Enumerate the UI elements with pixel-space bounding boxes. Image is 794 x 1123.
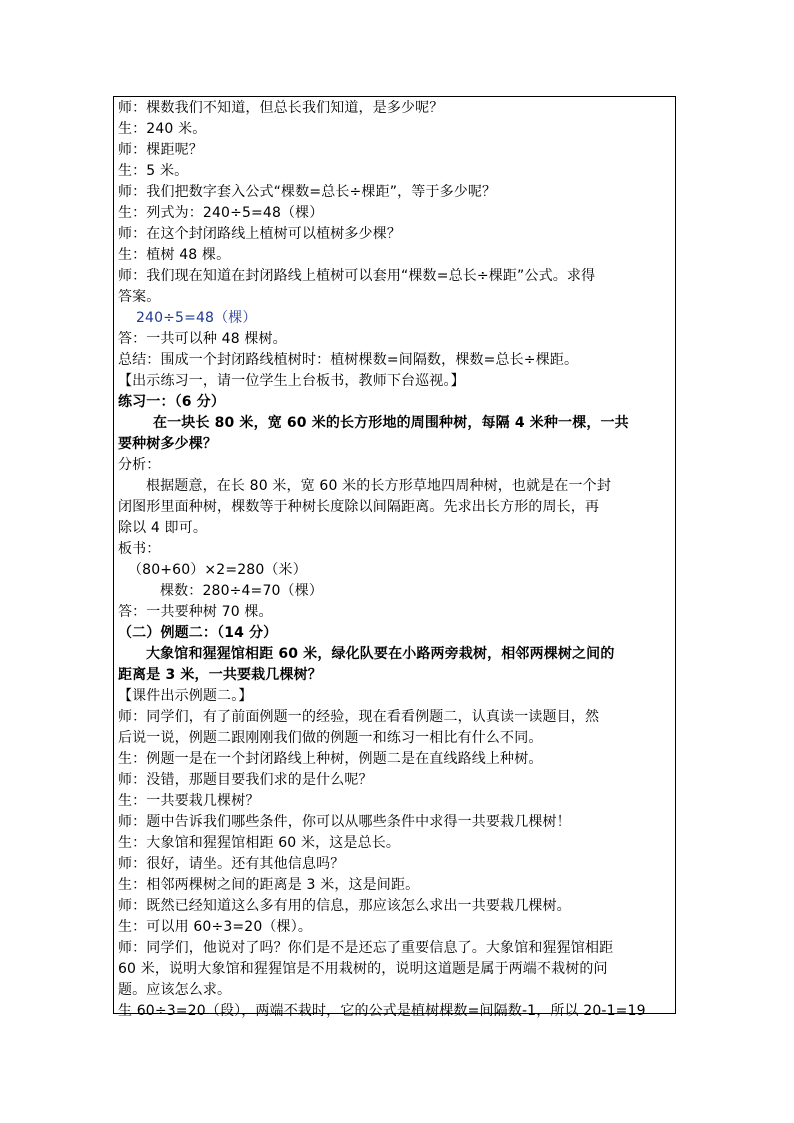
text-line: 师：题中告诉我们哪些条件，你可以从哪些条件中求得一共要栽几棵树！: [118, 814, 571, 830]
analysis-line: 闭图形里面种树，棵数等于种树长度除以间隔距离。先求出长方形的周长，再: [118, 499, 600, 515]
text-line: 师：很好，请坐。还有其他信息吗？: [118, 856, 345, 872]
text-line: 生：植树 48 棵。: [118, 247, 231, 263]
text-line: 生：相邻两棵树之间的距离是 3 米，这是间距。: [118, 877, 420, 893]
text-line: 生：列式为：240÷5=48（棵）: [118, 205, 324, 221]
text-line: 生：可以用 60÷3=20（棵）。: [118, 919, 312, 935]
text-line: 师：在这个封闭路线上植树可以植树多少棵？: [118, 226, 401, 242]
exercise-problem-line: 要种树多少棵？: [118, 436, 218, 452]
example-problem-line: 距离是 3 米，一共要栽几棵树？: [118, 667, 322, 683]
text-line: 生 60÷3=20（段），两端不栽时，它的公式是植树棵数=间隔数-1，所以 20-1=19: [118, 1003, 646, 1019]
answer-line: 答：一共可以种 48 棵树。: [118, 331, 287, 347]
text-line: 生：例题一是在一个封闭路线上种树，例题二是在直线路线上种树。: [118, 751, 543, 767]
text-line: 生：大象馆和猩猩馆相距 60 米，这是总长。: [118, 835, 401, 851]
instruction-line: 【课件出示例题二。】: [118, 688, 253, 704]
text-line: 师：同学们，他说对了吗？你们是不是还忘了重要信息了。大象馆和猩猩馆相距: [118, 940, 614, 956]
text-line: 后说一说，例题二跟刚刚我们做的例题一和练习一相比有什么不同。: [118, 730, 543, 746]
text-line: 师：我们现在知道在封闭路线上植树可以套用“棵数=总长÷棵距”公式。求得: [118, 268, 596, 284]
text-line: 题。应该怎么求。: [118, 982, 232, 998]
text-line: 生：一共要栽几棵树？: [118, 793, 260, 809]
text-line: 师：既然已经知道这么多有用的信息，那应该怎么求出一共要栽几棵树。: [118, 898, 571, 914]
text-line: 师：棵距呢？: [118, 142, 203, 158]
summary-line: 总结：围成一个封闭路线植树时：植树棵数=间隔数，棵数=总长÷棵距。: [118, 352, 579, 368]
board-label: 板书：: [118, 541, 161, 557]
section-heading: （二）例题二：（14 分）: [118, 625, 278, 641]
analysis-label: 分析：: [118, 457, 161, 473]
text-line: 生：240 米。: [118, 121, 207, 137]
answer-line: 答：一共要种树 70 棵。: [118, 604, 273, 620]
exercise-heading: 练习一：（6 分）: [118, 394, 225, 410]
instruction-line: 【出示练习一，请一位学生上台板书，教师下台巡视。】: [118, 373, 465, 389]
text-line: 师：没错，那题目要我们求的是什么呢？: [118, 772, 373, 788]
text-line: 生：5 米。: [118, 163, 189, 179]
text-line: 60 米，说明大象馆和猩猩馆是不用栽树的，说明这道题是属于两端不栽树的问: [118, 961, 608, 977]
formula-line: 240÷5=48（棵）: [136, 310, 257, 326]
text-line: 师：棵数我们不知道，但总长我们知道，是多少呢？: [118, 100, 444, 116]
text-line: 师：我们把数字套入公式“棵数=总长÷棵距”，等于多少呢？: [118, 184, 497, 200]
board-formula: （80+60）×2=280（米）: [128, 562, 307, 578]
text-line: 师：同学们，有了前面例题一的经验，现在看看例题二，认真读一读题目，然: [118, 709, 600, 725]
text-line: 答案。: [118, 289, 161, 305]
exercise-problem-line: 在一块长 80 米，宽 60 米的长方形地的周围种树，每隔 4 米种一棵，一共: [153, 415, 629, 431]
board-formula: 棵数：280÷4=70（棵）: [160, 583, 324, 599]
example-problem-line: 大象馆和猩猩馆相距 60 米，绿化队要在小路两旁栽树，相邻两棵树之间的: [146, 646, 615, 662]
analysis-line: 除以 4 即可。: [118, 520, 208, 536]
analysis-line: 根据题意，在长 80 米，宽 60 米的长方形草地四周种树，也就是在一个封: [146, 478, 611, 494]
